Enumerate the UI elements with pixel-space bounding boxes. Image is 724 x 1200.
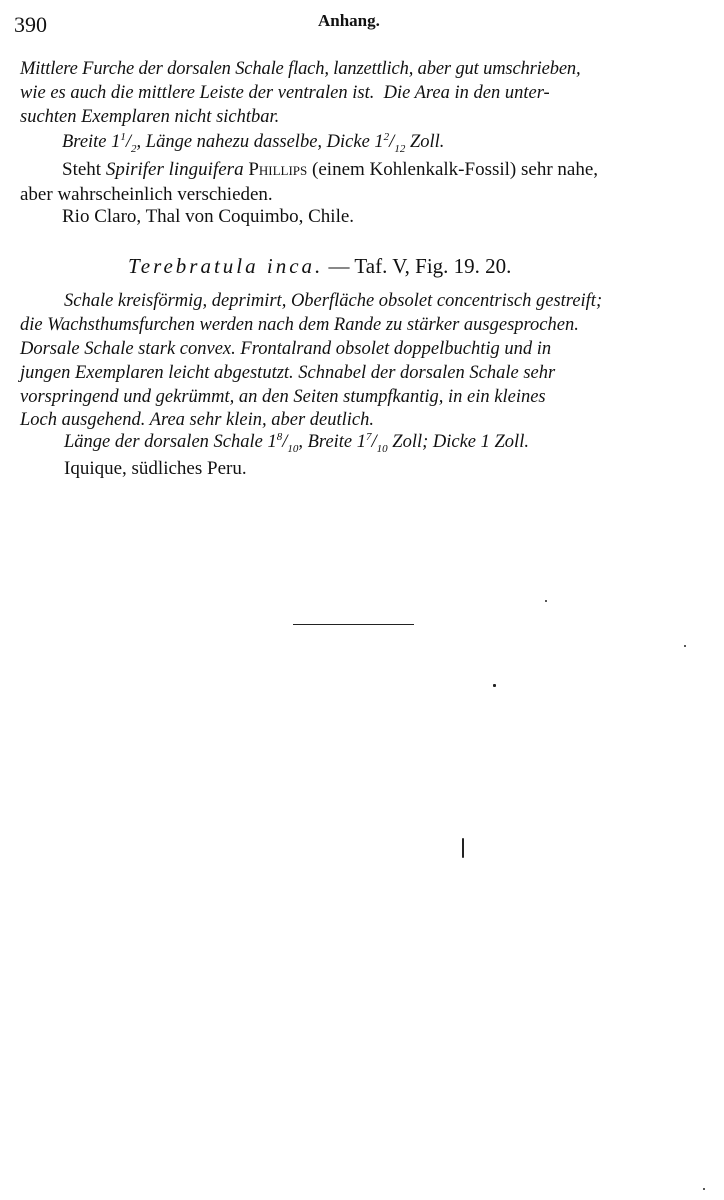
measurement-line: Breite $1^1/_2$, Länge nahezu dasselbe, Dicke $1^2/_{12}$ Zoll. <box>62 131 445 155</box>
running-title: Anhang. <box>318 11 380 30</box>
species-heading: Terebratula inca. — Taf. V, Fig. 19. 20. <box>128 254 512 278</box>
print-mark <box>684 645 686 647</box>
print-mark <box>462 838 464 858</box>
text-line: Schale kreisförmig, deprimirt, Oberfläche obsolet concentrisch gestreift; <box>64 291 603 311</box>
text-line: die Wachsthumsfurchen werden nach dem Rande zu stärker ausgesprochen. <box>20 315 579 335</box>
text-line: Mittlere Furche der dorsalen Schale flach, lanzettlich, aber gut umschrieben, <box>20 59 581 79</box>
text-line: vorspringend und gekrümmt, an den Seiten stumpfkantig, in ein kleines <box>20 387 546 407</box>
locality: Iquique, südliches Peru. <box>64 458 247 479</box>
section-divider <box>293 624 414 625</box>
locality: Rio Claro, Thal von Coquimbo, Chile. <box>62 206 355 227</box>
text-line: jungen Exemplaren leicht abgestutzt. Schnabel der dorsalen Schale sehr <box>20 363 556 383</box>
print-mark <box>703 1188 705 1190</box>
text-line: Loch ausgehend. Area sehr klein, aber deutlich. <box>20 410 375 430</box>
print-mark <box>545 600 547 602</box>
text-line: suchten Exemplaren nicht sichtbar. <box>20 107 280 127</box>
text-line: Steht Spirifer linguifera Phillips (einem Kohlenkalk-Fossil) sehr nahe, <box>62 159 599 180</box>
text-line: Dorsale Schale stark convex. Frontalrand obsolet doppelbuchtig und in <box>20 339 552 359</box>
text-line: aber wahrscheinlich verschieden. <box>20 184 273 205</box>
text-line: wie es auch die mittlere Leiste der ventralen ist. Die Area in den unter- <box>20 83 550 103</box>
measurement-line: Länge der dorsalen Schale $1^8/_{10}$, Breite $1^7/_{10}$ Zoll; Dicke 1 Zoll. <box>64 431 529 455</box>
print-mark <box>493 684 496 687</box>
page-number: 390 <box>14 12 47 37</box>
